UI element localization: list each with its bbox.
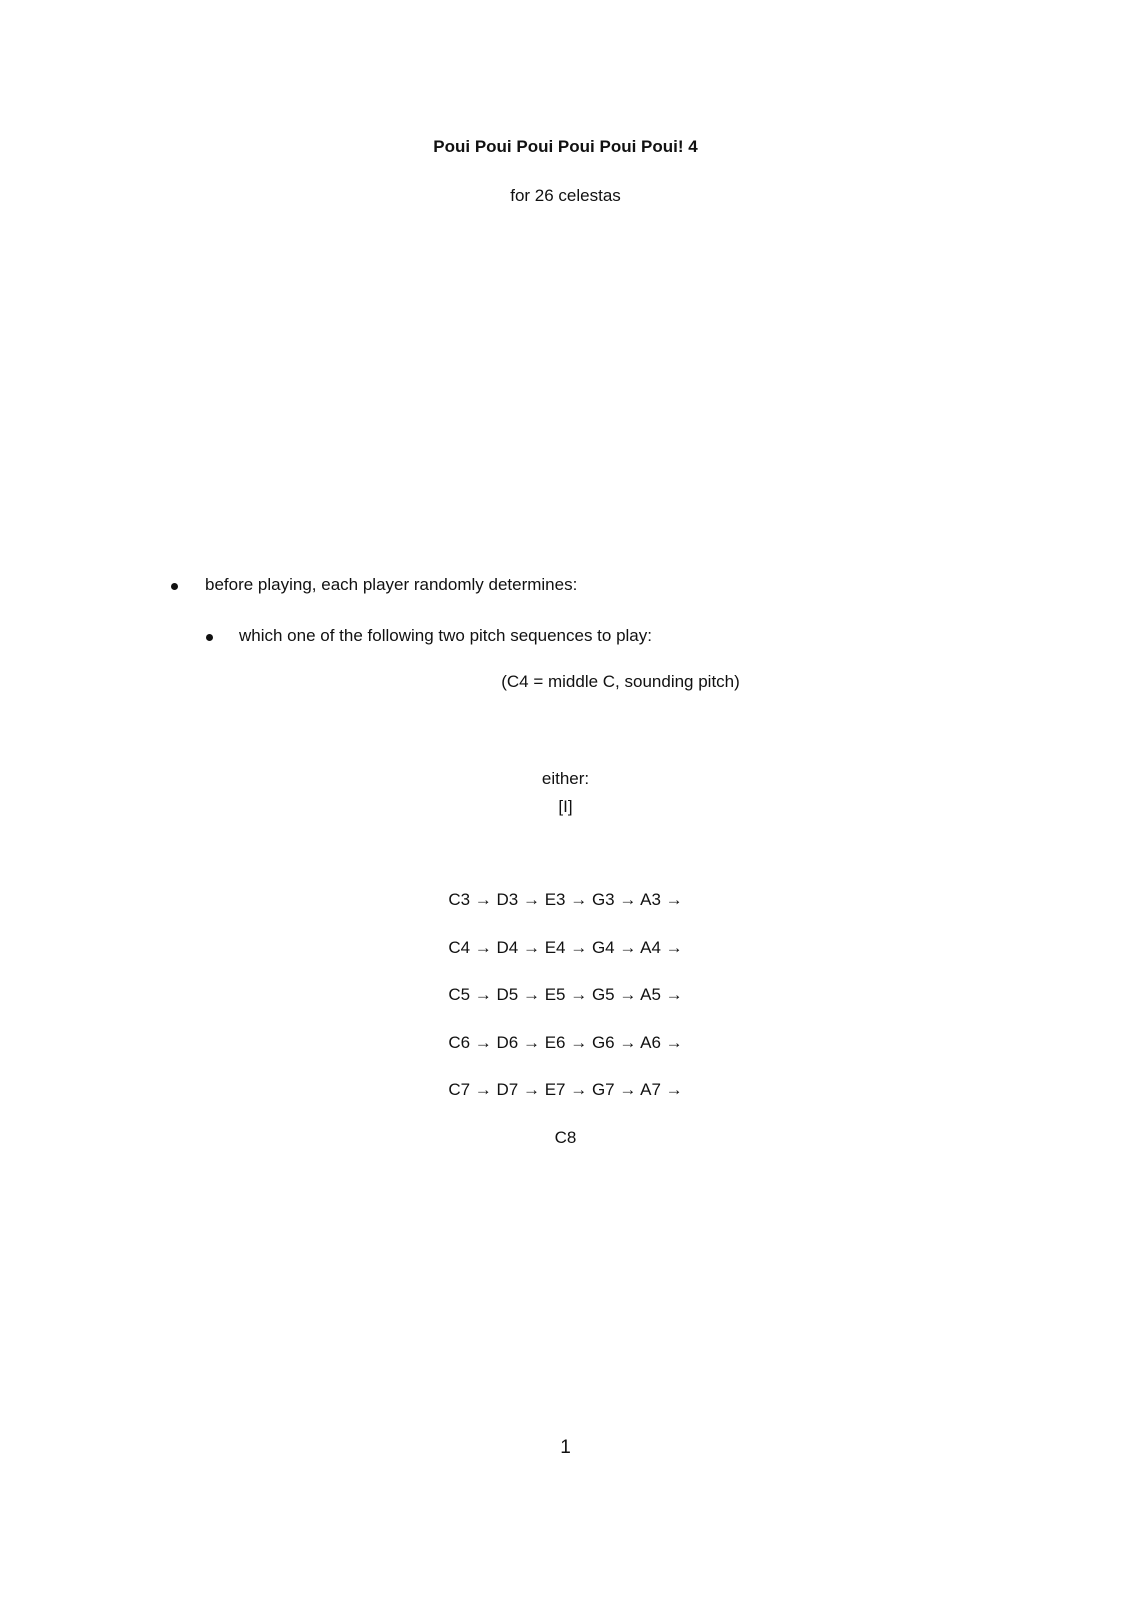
sequence-row: C8 bbox=[554, 1128, 577, 1147]
bullet-text-1: before playing, each player randomly determines: bbox=[205, 575, 578, 594]
either-label: either: bbox=[541, 769, 590, 788]
document-subtitle: for 26 celestas bbox=[510, 186, 621, 205]
sequence-label: [I] bbox=[558, 797, 573, 816]
sequence-row: C4 → D4 → E4 → G4 → A4 → bbox=[448, 938, 683, 957]
page-number: 1 bbox=[560, 1437, 571, 1458]
sequence-row: C5 → D5 → E5 → G5 → A5 → bbox=[448, 985, 683, 1004]
sequence-row: C7 → D7 → E7 → G7 → A7 → bbox=[448, 1080, 683, 1099]
pitch-note-text: (C4 = middle C, sounding pitch) bbox=[501, 672, 740, 691]
document-title: Poui Poui Poui Poui Poui Poui! 4 bbox=[433, 137, 698, 156]
pitch-note bbox=[0, 672, 1131, 692]
bullet-marker bbox=[171, 583, 178, 590]
sequence-row: C6 → D6 → E6 → G6 → A6 → bbox=[448, 1033, 683, 1052]
sequence-row: C3 → D3 → E3 → G3 → A3 → bbox=[448, 890, 683, 909]
bullet-text-2: which one of the following two pitch sequences to play: bbox=[239, 626, 652, 645]
bullet-marker bbox=[206, 634, 213, 641]
